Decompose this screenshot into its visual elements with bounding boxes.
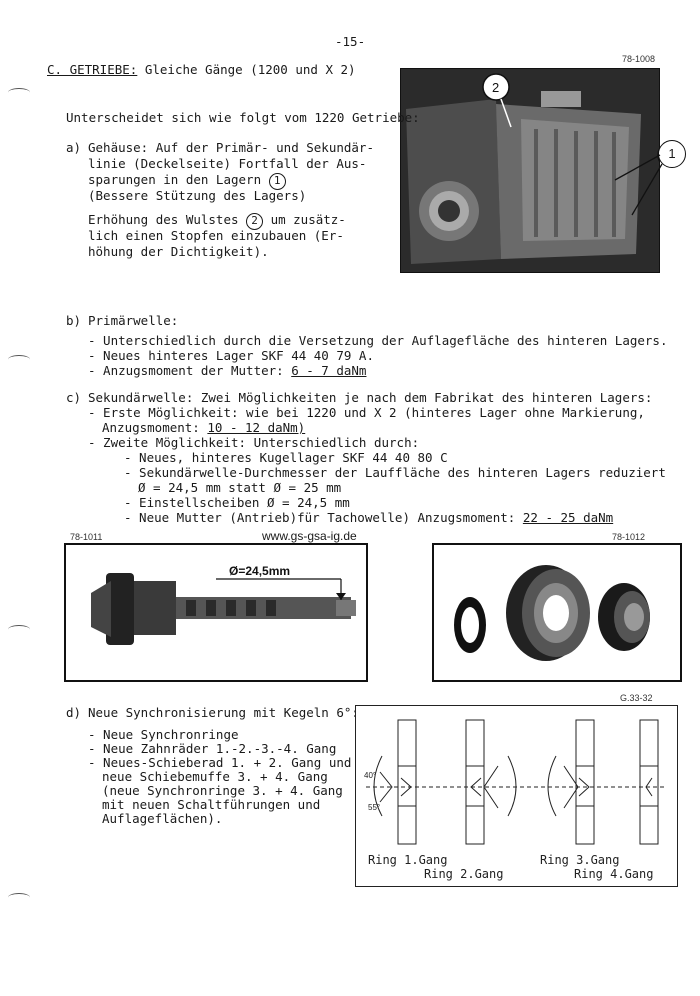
part-d-item7: Auflageflächen). xyxy=(102,811,223,826)
part-c-opt1-line1: - Erste Möglichkeit: wie bei 1220 und X 2 (hinteres Lager ohne Markierung, xyxy=(88,405,645,420)
angle-40: 40° xyxy=(364,771,377,780)
section-title-rest: Gleiche Gänge (1200 und X 2) xyxy=(144,62,356,77)
part-c-opt2-2: - Sekundärwelle-Durchmesser der Lauffläche des hinteren Lagers reduziert xyxy=(124,465,666,480)
callout-1-label: 1 xyxy=(668,146,676,161)
bearing-photo xyxy=(432,543,682,682)
part-c-opt2-4: - Einstellscheiben Ø = 24,5 mm xyxy=(124,495,350,510)
photo-ref-bottom-right: 78-1012 xyxy=(612,532,646,542)
part-d-title: Neue Synchronisierung mit Kegeln 6°: xyxy=(88,705,359,720)
part-a-line6: lich einen Stopfen einzubauen (Er- xyxy=(88,228,344,243)
part-a-line7: höhung der Dichtigkeit). xyxy=(88,244,269,259)
circle-number-2: 2 xyxy=(246,213,263,230)
part-c-title: Sekundärwelle: Zwei Möglichkeiten je nach dem Fabrikat des hinteren Lagers: xyxy=(88,390,653,405)
part-a-line3-text: sparungen in den Lagern xyxy=(88,172,262,187)
ring-label-3: Ring 3.Gang xyxy=(540,853,620,867)
website-link[interactable]: www.gs-gsa-ig.de xyxy=(262,529,357,543)
part-c-opt2-5 xyxy=(124,510,613,525)
part-b-torque: 6 - 7 daNm xyxy=(291,363,367,378)
callout-1-leaders xyxy=(610,150,670,220)
part-d-item6: mit neuen Schaltführungen und xyxy=(102,797,321,812)
photo-ref-bottom-left: 78-1011 xyxy=(70,532,103,542)
part-a-line5-post: um zusätz- xyxy=(270,212,346,227)
synchro-diagram xyxy=(355,705,678,887)
circle-number-1: 1 xyxy=(269,173,286,190)
page-number: -15- xyxy=(335,34,366,49)
part-d-item1: - Neue Synchronringe xyxy=(88,727,239,742)
part-b-label: b) xyxy=(66,313,82,328)
part-d-item5: (neue Synchronringe 3. + 4. Gang xyxy=(102,783,343,798)
part-c-opt2-title: - Zweite Möglichkeit: Unterschiedlich durch: xyxy=(88,435,420,450)
part-b-item3-text: - Anzugsmoment der Mutter: xyxy=(88,363,284,378)
ring-label-1: Ring 1.Gang xyxy=(368,853,448,867)
part-c-opt1-torque: 10 - 12 daNm) xyxy=(207,420,306,435)
binder-mark xyxy=(8,355,30,364)
part-c-opt2-5-text: - Neue Mutter (Antrieb)für Tachowelle) Anzugsmoment: xyxy=(124,510,516,525)
ring-label-2: Ring 2.Gang xyxy=(424,867,504,881)
part-b-item2: - Neues hinteres Lager SKF 44 40 79 A. xyxy=(88,348,374,363)
part-a-line4: (Bessere Stützung des Lagers) xyxy=(88,188,307,203)
section-title-prefix: C. GETRIEBE: xyxy=(47,62,138,77)
photo-ref-top: 78-1008 xyxy=(622,54,656,64)
part-b-item1: - Unterschiedlich durch die Versetzung der Auflagefläche des hinteren Lagers. xyxy=(88,333,668,348)
callout-2: 2 xyxy=(492,80,500,95)
part-c-opt2-1: - Neues, hinteres Kugellager SKF 44 40 80 C xyxy=(124,450,448,465)
intro-text: Unterscheidet sich wie folgt vom 1220 Getriebe: xyxy=(66,110,420,125)
binder-mark xyxy=(8,893,30,902)
part-c-opt1-line2 xyxy=(102,420,305,435)
part-c-opt1-text: Anzugsmoment: xyxy=(102,420,200,435)
part-c-opt2-torque: 22 - 25 daNm xyxy=(522,510,614,525)
part-d-label: d) xyxy=(66,705,82,720)
binder-mark xyxy=(8,88,30,97)
part-c-opt2-3: Ø = 24,5 mm statt Ø = 25 mm xyxy=(138,480,342,495)
secondary-shaft-drawing xyxy=(66,545,366,680)
part-d-item2: - Neue Zahnräder 1.-2.-3.-4. Gang xyxy=(88,741,337,756)
synchro-ring-drawing xyxy=(356,706,677,886)
part-a-line1: Gehäuse: Auf der Primär- und Sekundär- xyxy=(88,140,374,155)
part-c-label: c) xyxy=(66,390,82,405)
part-a-label: a) xyxy=(66,140,82,155)
shaft-diameter-label: Ø=24,5mm xyxy=(229,564,291,578)
shaft-photo xyxy=(64,543,368,682)
angle-55: 55° xyxy=(368,803,381,812)
bearing-parts-drawing xyxy=(434,545,680,680)
diagram-ref: G.33-32 xyxy=(620,693,653,703)
binder-mark xyxy=(8,625,30,634)
part-b-item3 xyxy=(88,363,366,378)
ring-label-4: Ring 4.Gang xyxy=(574,867,654,881)
section-title xyxy=(47,62,356,77)
part-d-item4: neue Schiebemuffe 3. + 4. Gang xyxy=(102,769,328,784)
part-a-line2: linie (Deckelseite) Fortfall der Aus- xyxy=(88,156,367,171)
part-a-line5-text: Erhöhung des Wulstes xyxy=(88,212,239,227)
part-d-item3: - Neues-Schieberad 1. + 2. Gang und xyxy=(88,755,352,770)
part-b-title: Primärwelle: xyxy=(88,313,179,328)
